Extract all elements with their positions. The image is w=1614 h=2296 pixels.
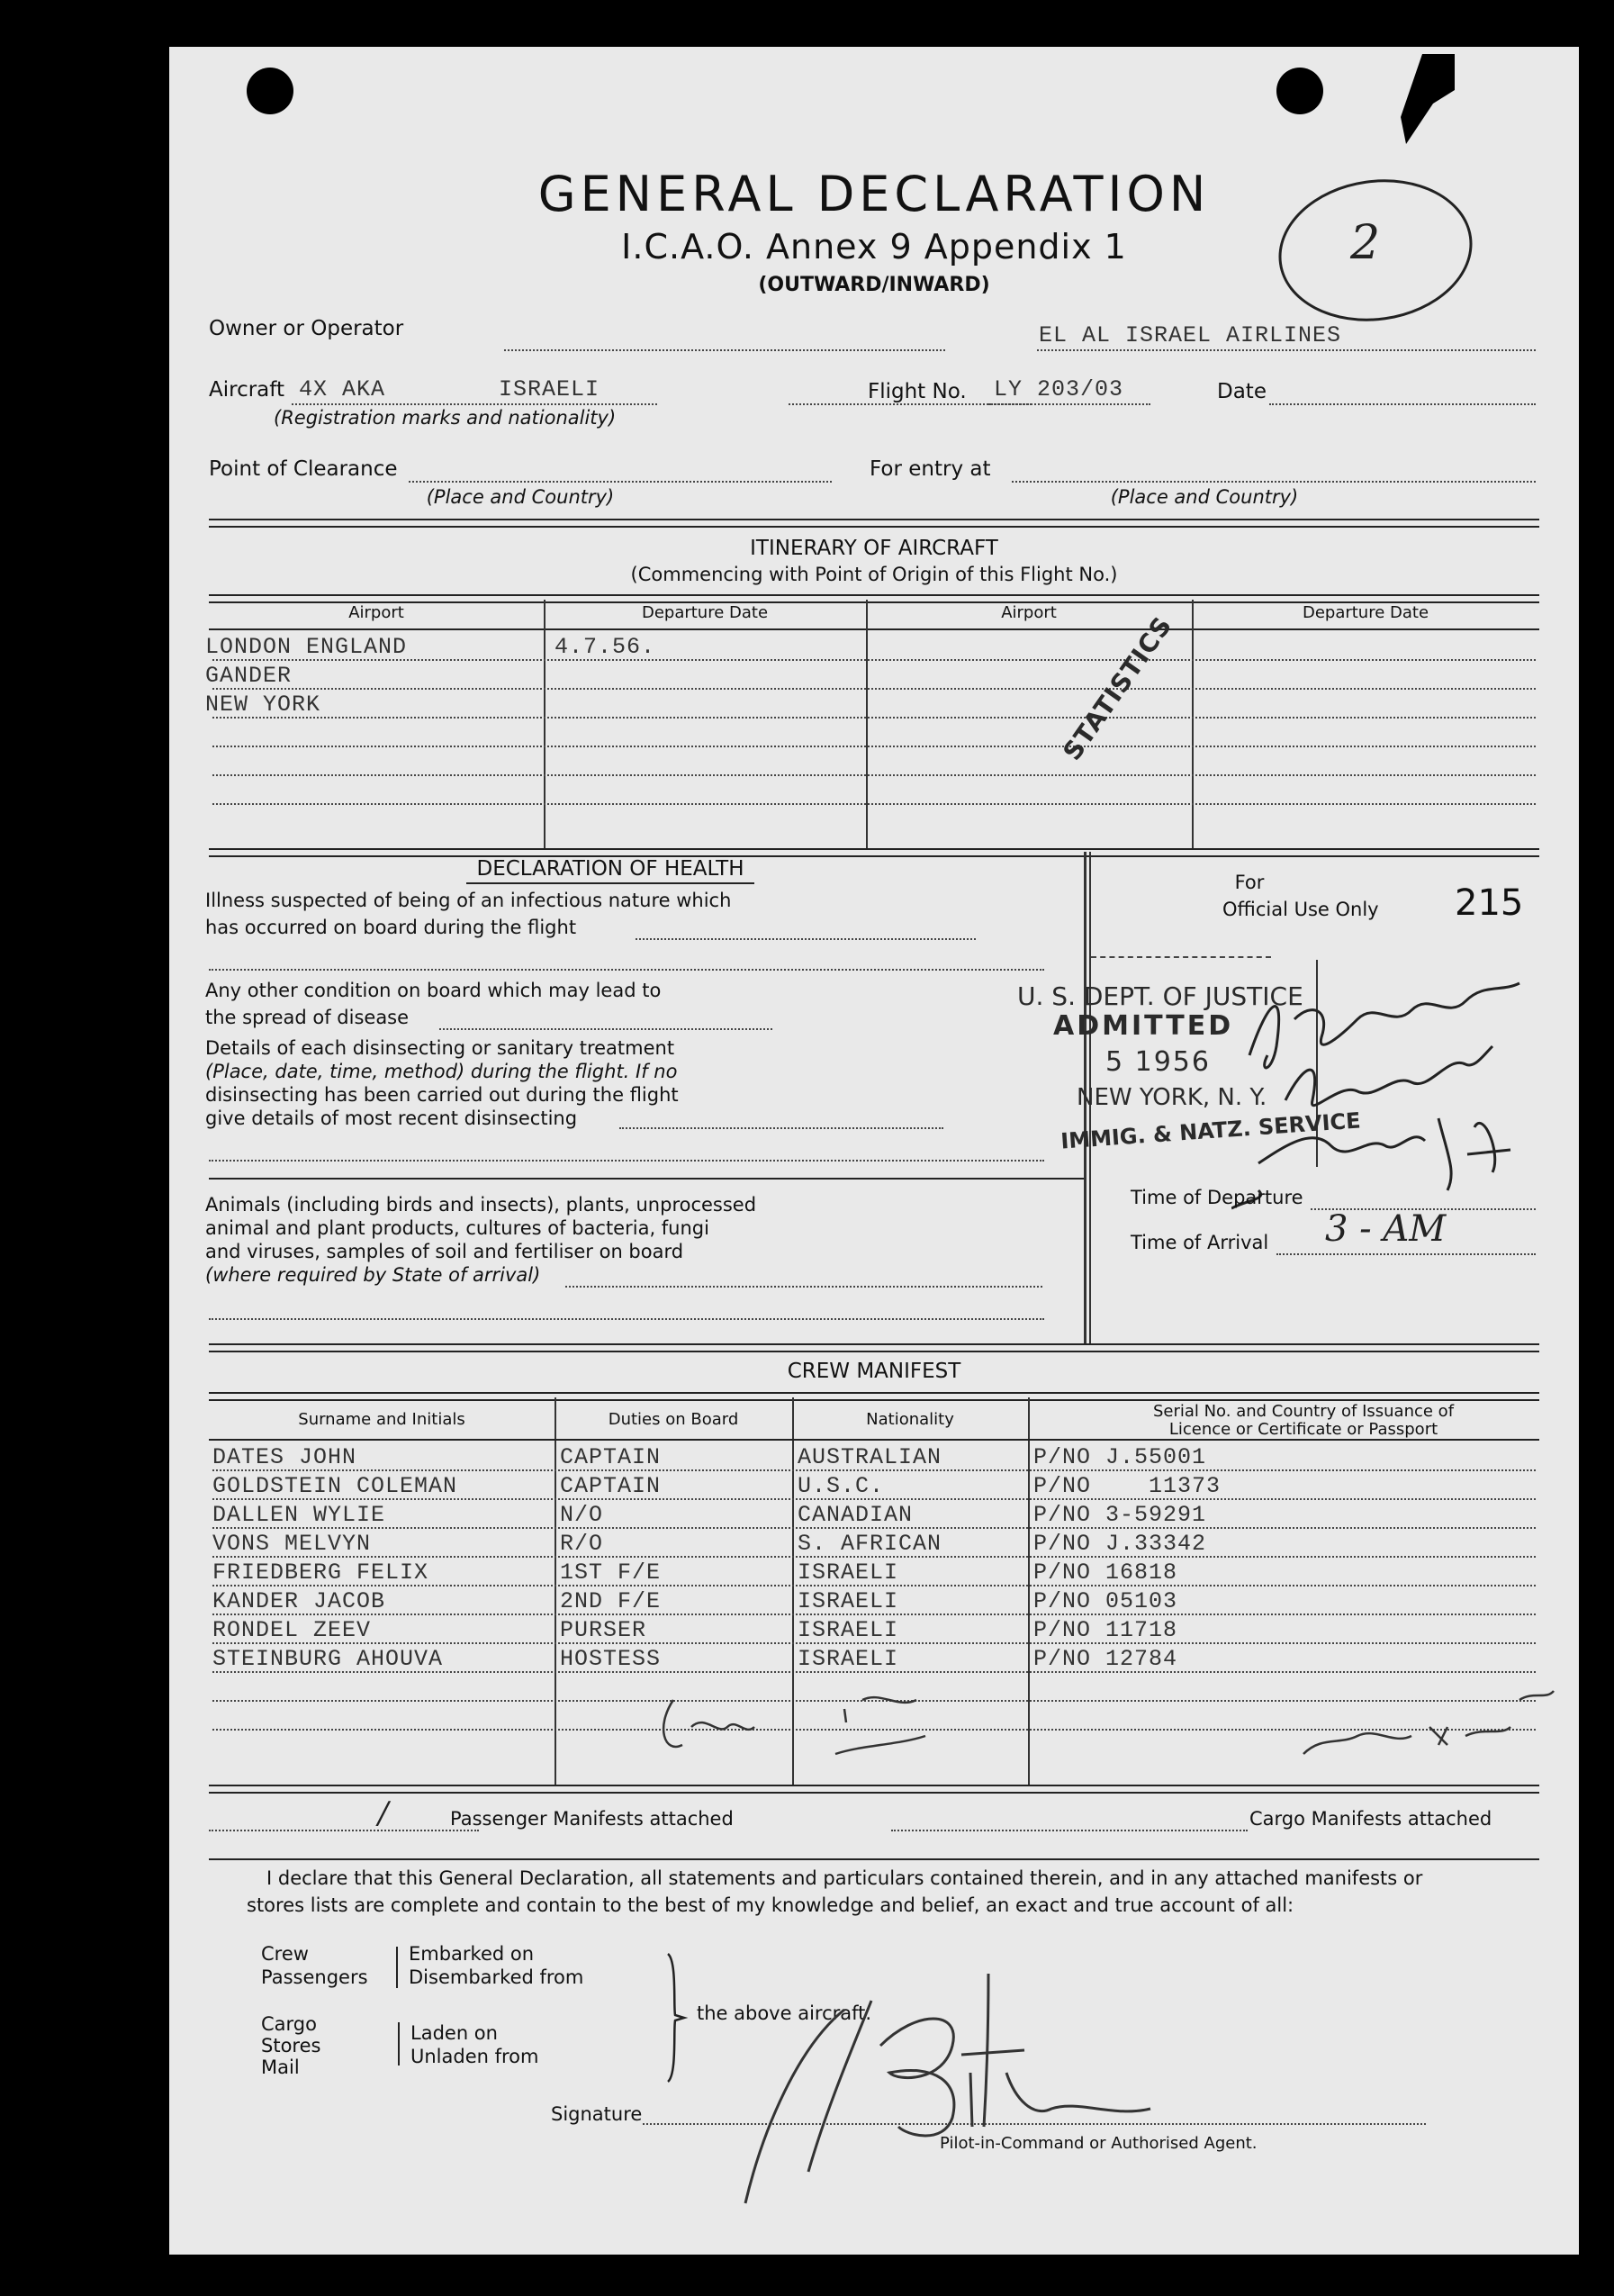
aircraft-label: Aircraft	[209, 378, 284, 402]
health-q4-line1: Animals (including birds and insects), plants, unprocessed	[205, 1194, 757, 1216]
health-q3-line1: Details of each disinsecting or sanitary treatment	[205, 1037, 675, 1059]
health-q3-line3: disinsecting has been carried out during the flight	[205, 1084, 679, 1106]
crew-duty: N/O	[560, 1502, 604, 1528]
declaration-unladen: Unladen from	[410, 2046, 539, 2067]
date-label: Date	[1217, 380, 1267, 403]
official-for: For	[1234, 872, 1265, 893]
crew-nationality: ISRAELI	[798, 1559, 899, 1586]
crew-nationality: ISRAELI	[798, 1646, 899, 1672]
brace-laden	[398, 2022, 409, 2065]
declaration-laden: Laden on	[410, 2022, 498, 2044]
punch-hole-left	[247, 68, 293, 114]
crew-name: DALLEN WYLIE	[212, 1502, 386, 1528]
health-q4-line2: animal and plant products, cultures of bacteria, fungi	[205, 1217, 709, 1239]
passenger-manifest-label: Passenger Manifests attached	[450, 1808, 734, 1830]
time-arrival-label: Time of Arrival	[1131, 1232, 1269, 1253]
crew-duty: CAPTAIN	[560, 1473, 662, 1499]
itinerary-airport-2: GANDER	[205, 663, 293, 689]
crew-name: STEINBURG AHOUVA	[212, 1646, 444, 1672]
owner-label: Owner or Operator	[209, 317, 404, 340]
form-subtitle: I.C.A.O. Annex 9 Appendix 1	[621, 227, 1127, 267]
crew-nationality: S. AFRICAN	[798, 1531, 942, 1557]
admitted-stamp-line4: NEW YORK, N. Y.	[1077, 1084, 1267, 1111]
crew-duty: 1ST F/E	[560, 1559, 662, 1586]
flight-label: Flight No.	[868, 380, 967, 403]
crew-name: RONDEL ZEEV	[212, 1617, 372, 1643]
itinerary-header-date-2: Departure Date	[1302, 603, 1429, 622]
crew-serial: P/NO 11373	[1033, 1473, 1222, 1499]
crew-serial: P/NO 05103	[1033, 1588, 1178, 1614]
crew-header-name: Surname and Initials	[298, 1410, 465, 1429]
form-title: GENERAL DECLARATION	[537, 166, 1211, 222]
passenger-manifest-count: /	[378, 1795, 389, 1831]
crew-duty: PURSER	[560, 1617, 647, 1643]
entry-sublabel: (Place and Country)	[1110, 486, 1299, 508]
inspector-handwriting	[1231, 947, 1537, 1217]
health-q1-line1: Illness suspected of being of an infectious nature which	[205, 890, 732, 911]
admitted-stamp-line3: 5 1956	[1105, 1046, 1211, 1078]
declaration-mail: Mail	[261, 2056, 300, 2078]
health-q3-line2: (Place, date, time, method) during the flight. If no	[205, 1061, 678, 1082]
crew-header-serial: Serial No. and Country of Issuance of Licence or Certificate or Passport	[1152, 1402, 1455, 1439]
document-page	[169, 47, 1579, 2255]
aircraft-nationality: ISRAELI	[499, 376, 600, 402]
health-q2-line1: Any other condition on board which may lead to	[205, 980, 662, 1001]
aircraft-sublabel: (Registration marks and nationality)	[274, 407, 617, 429]
time-arrival-value: 3 - AM	[1325, 1208, 1447, 1250]
health-title: DECLARATION OF HEALTH	[476, 857, 744, 881]
time-departure-label: Time of Departure	[1131, 1187, 1303, 1208]
crew-handwriting	[655, 1673, 1555, 1772]
itinerary-subtitle: (Commencing with Point of Origin of this Flight No.)	[630, 564, 1118, 585]
itinerary-airport-1: LONDON ENGLAND	[205, 634, 408, 660]
crew-serial: P/NO 3-59291	[1033, 1502, 1207, 1528]
pilot-signature	[736, 1947, 1204, 2208]
page-number: 2	[1350, 216, 1381, 270]
signature-label: Signature	[551, 2103, 643, 2125]
declaration-passengers: Passengers	[261, 1966, 368, 1988]
crew-duty: R/O	[560, 1531, 604, 1557]
brace-large	[664, 1952, 691, 2084]
admitted-stamp-line2: ADMITTED	[1053, 1010, 1234, 1042]
crew-serial: P/NO 11718	[1033, 1617, 1178, 1643]
declaration-cargo: Cargo	[261, 2013, 317, 2035]
crew-duty: HOSTESS	[560, 1646, 662, 1672]
crew-name: VONS MELVYN	[212, 1531, 372, 1557]
admitted-stamp-line1: U. S. DEPT. OF JUSTICE	[1017, 981, 1303, 1011]
crew-nationality: ISRAELI	[798, 1617, 899, 1643]
crew-duty: CAPTAIN	[560, 1444, 662, 1470]
crew-serial: P/NO J.33342	[1033, 1531, 1207, 1557]
crew-nationality: ISRAELI	[798, 1588, 899, 1614]
crew-name: DATES JOHN	[212, 1444, 357, 1470]
crew-name: GOLDSTEIN COLEMAN	[212, 1473, 458, 1499]
health-q4-line4: (where required by State of arrival)	[205, 1264, 541, 1286]
brace-embarked	[396, 1947, 407, 1988]
crew-serial: P/NO J.55001	[1033, 1444, 1207, 1470]
declaration-stores: Stores	[261, 2035, 321, 2056]
crew-name: KANDER JACOB	[212, 1588, 386, 1614]
itinerary-airport-3: NEW YORK	[205, 692, 321, 718]
itinerary-departure-date: 4.7.56.	[555, 634, 656, 660]
admitted-stamp-line5: IMMIG. & NATZ. SERVICE	[1059, 1107, 1362, 1154]
cargo-manifest-label: Cargo Manifests attached	[1249, 1808, 1492, 1830]
health-q3-line4: give details of most recent disinsecting	[205, 1107, 578, 1129]
form-direction: (OUTWARD/INWARD)	[758, 274, 990, 296]
statistics-stamp: STATISTICS	[1057, 610, 1178, 766]
torn-corner	[1401, 54, 1455, 144]
crew-name: FRIEDBERG FELIX	[212, 1559, 429, 1586]
declaration-crew: Crew	[261, 1943, 309, 1965]
health-q2-line2: the spread of disease	[205, 1007, 410, 1028]
itinerary-header-airport-1: Airport	[348, 603, 404, 622]
itinerary-header-airport-2: Airport	[1001, 603, 1057, 622]
owner-value: EL AL ISRAEL AIRLINES	[1039, 322, 1342, 348]
crew-duty: 2ND F/E	[560, 1588, 662, 1614]
entry-label: For entry at	[870, 457, 991, 481]
health-q1-line2: has occurred on board during the flight	[205, 917, 577, 938]
crew-nationality: CANADIAN	[798, 1502, 914, 1528]
declaration-disembarked: Disembarked from	[409, 1966, 584, 1988]
crew-header-nationality: Nationality	[866, 1410, 954, 1429]
crew-nationality: AUSTRALIAN	[798, 1444, 942, 1470]
official-label: Official Use Only	[1222, 899, 1379, 920]
health-q4-line3: and viruses, samples of soil and fertiliser on board	[205, 1241, 684, 1262]
declaration-above: the above aircraft.	[697, 2002, 872, 2024]
flight-value: LY 203/03	[994, 376, 1124, 402]
crew-title: CREW MANIFEST	[787, 1360, 961, 1383]
crew-serial: P/NO 16818	[1033, 1559, 1178, 1586]
punch-hole-right	[1276, 68, 1323, 114]
official-number: 215	[1455, 882, 1524, 924]
declaration-embarked: Embarked on	[409, 1943, 535, 1965]
crew-serial: P/NO 12784	[1033, 1646, 1178, 1672]
itinerary-title: ITINERARY OF AIRCRAFT	[750, 537, 998, 560]
itinerary-header-date-1: Departure Date	[641, 603, 769, 622]
aircraft-registration: 4X AKA	[299, 376, 386, 402]
declaration-line2: stores lists are complete and contain to the best of my knowledge and belief, an exact and true account of all:	[247, 1894, 1294, 1916]
clearance-label: Point of Clearance	[209, 457, 398, 481]
declaration-line1: I declare that this General Declaration, all statements and particulars contained therein, and in any attached manifests or	[266, 1867, 1423, 1889]
crew-header-duty: Duties on Board	[608, 1410, 739, 1429]
clearance-sublabel: (Place and Country)	[426, 486, 615, 508]
crew-nationality: U.S.C.	[798, 1473, 885, 1499]
pilot-label: Pilot-in-Command or Authorised Agent.	[940, 2134, 1258, 2153]
